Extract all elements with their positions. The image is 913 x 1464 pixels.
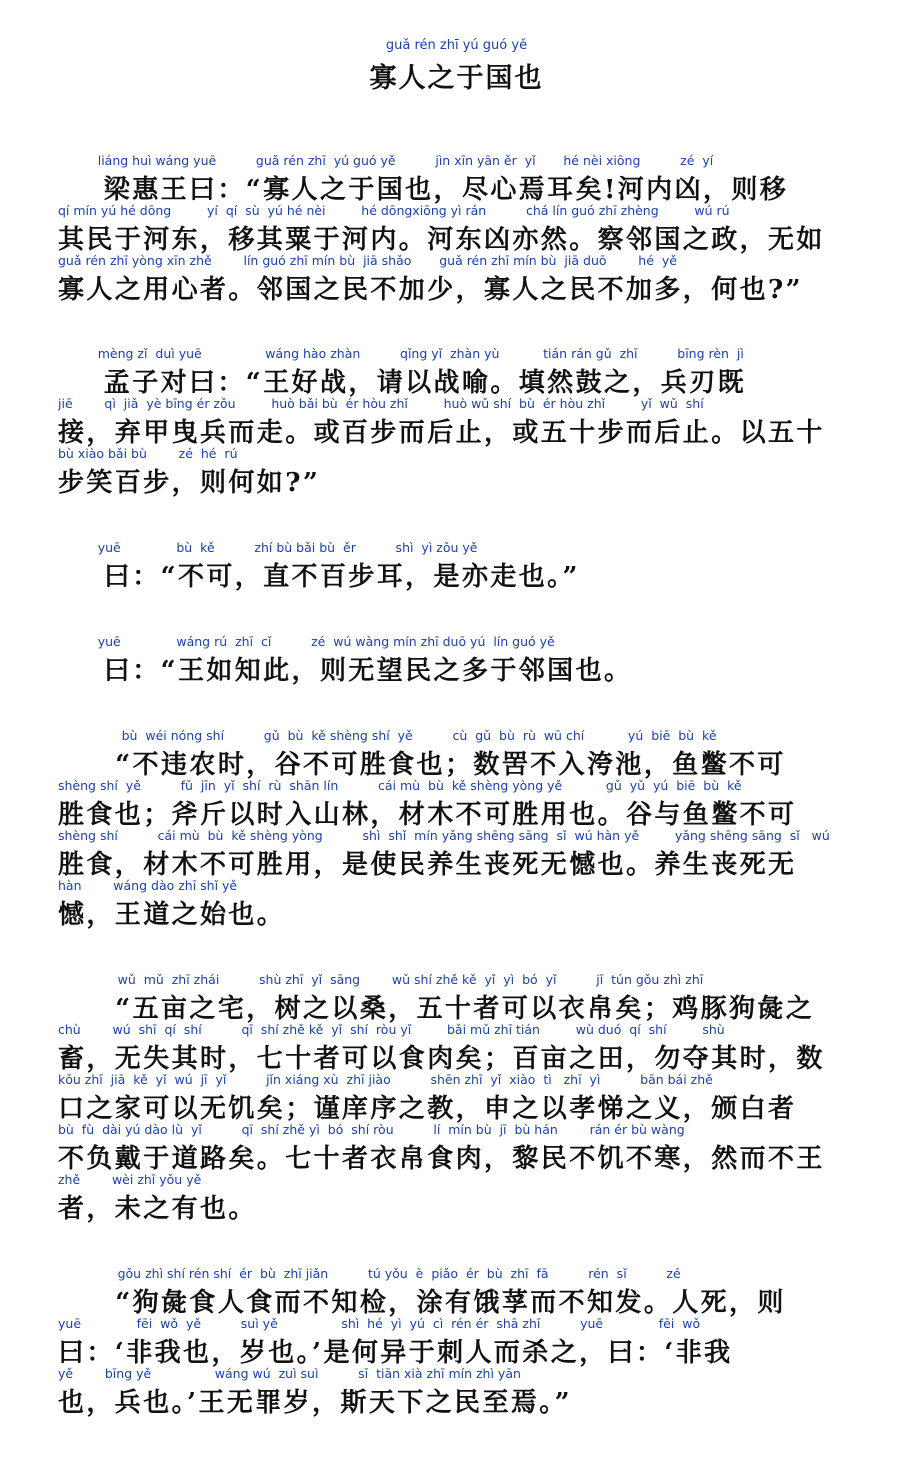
pinyin-row: chù wú shī qí shí qī shí zhě kě yǐ shí ròu yǐ bǎi mǔ zhī tián wù duó qí shí shù — [58, 1022, 725, 1037]
pinyin-row: shèng shí cái mù bù kě shèng yòng shì shǐ mín yǎng shēng sāng sǐ wú hàn yě yǎng shēng sāng sǐ wú — [58, 828, 830, 843]
text-line-10 — [58, 778, 858, 830]
pinyin-row: yě bīng yě wáng wú zuì suì sī tiān xià zhī mín zhì yān — [58, 1366, 521, 1381]
hanzi-row: 者，未之有也。 — [58, 1194, 257, 1224]
hanzi-row: 胜食，材木不可胜用，是使民养生丧死无憾也。养生丧死无 — [58, 850, 797, 880]
hanzi-row: 胜食也；斧斤以时入山林，材木不可胜用也。谷与鱼鳖不可 — [58, 800, 797, 830]
text-line-14 — [58, 1022, 858, 1074]
pinyin-row: zhě wèi zhī yǒu yě — [58, 1172, 202, 1187]
pinyin-row: bù wéi nóng shí gǔ bù kě shèng shí yě cù gǔ bù rù wū chí yú biē bù kě — [58, 728, 717, 743]
hanzi-row: 孟子对曰：“王好战，请以战喻。填然鼓之，兵刃既 — [58, 368, 746, 398]
hanzi-row: 曰：‘非我也，岁也。’是何异于刺人而杀之，曰：‘非我 — [58, 1338, 733, 1368]
text-line-20 — [58, 1366, 858, 1418]
text-line-2 — [58, 203, 858, 255]
pinyin-row: yuē fēi wǒ yě suì yě shì hé yì yú cì rén ér shā zhī yuē fēi wǒ — [58, 1316, 701, 1331]
hanzi-row: 憾，王道之始也。 — [58, 900, 286, 930]
pinyin-row: gǒu zhì shí rén shí ér bù zhī jiǎn tú yǒu è piǎo ér bù zhī fā rén sǐ zé — [58, 1266, 681, 1281]
pinyin-row: kǒu zhī jiā kě yǐ wú jī yǐ jǐn xiáng xù zhī jiào shēn zhī yǐ xiào tì zhī yì bān bái zhě — [58, 1072, 713, 1087]
pinyin-row: yuē bù kě zhí bù bǎi bù ěr shì yì zǒu yě — [58, 540, 478, 555]
hanzi-row: 曰：“王如知此，则无望民之多于邻国也。 — [58, 656, 633, 686]
hanzi-row: 寡人之用心者。邻国之民不加少，寡人之民不加多，何也?” — [58, 275, 803, 305]
text-line-17 — [58, 1172, 858, 1224]
text-line-19 — [58, 1316, 858, 1368]
hanzi-row: 步笑百步，则何如?” — [58, 468, 321, 498]
pinyin-row: guǎ rén zhī yòng xīn zhě lín guó zhī mín bù jiā shǎo guǎ rén zhī mín bù jiā duō hé yě — [58, 253, 677, 268]
pinyin-row: yuē wáng rú zhī cǐ zé wú wàng mín zhī duō yú lín guó yě — [58, 634, 555, 649]
pinyin-row: hàn wáng dào zhī shǐ yě — [58, 878, 238, 893]
text-line-16 — [58, 1122, 858, 1174]
hanzi-row: 接，弃甲曳兵而走。或百步而后止，或五十步而后止。以五十 — [58, 418, 825, 448]
text-line-11 — [58, 828, 858, 880]
hanzi-row: 其民于河东，移其粟于河内。河东凶亦然。察邻国之政，无如 — [58, 225, 825, 255]
hanzi-row: 畜，无失其时，七十者可以食肉矣；百亩之田，勿夺其时，数 — [58, 1044, 825, 1074]
pinyin-row: qí mín yú hé dōng yí qí sù yú hé nèi hé dōngxiōng yì rán chá lín guó zhī zhèng wú rú — [58, 203, 730, 218]
pinyin-row: wǔ mǔ zhī zhái shù zhī yǐ sāng wǔ shí zhě kě yǐ yì bó yǐ jī tún gǒu zhì zhī — [58, 972, 704, 987]
text-line-15 — [58, 1072, 858, 1124]
text-line-18 — [58, 1266, 858, 1318]
pinyin-row: mèng zǐ duì yuē wáng hào zhàn qǐng yǐ zhàn yù tián rán gǔ zhī bīng rèn jì — [58, 346, 744, 361]
hanzi-row: 口之家可以无饥矣；谨庠序之教，申之以孝悌之义，颁白者 — [58, 1094, 797, 1124]
hanzi-row: 梁惠王曰：“寡人之于国也，尽心焉耳矣!河内凶，则移 — [58, 175, 789, 205]
hanzi-row: 曰：“不可，直不百步耳，是亦走也。” — [58, 562, 580, 592]
pinyin-row: jiē qì jiǎ yè bīng ér zǒu huò bǎi bù ér hòu zhǐ huò wǔ shí bù ér hòu zhǐ yǐ wǔ shí — [58, 396, 704, 411]
hanzi-row: “不违农时，谷不可胜食也；数罟不入洿池，鱼鳖不可 — [58, 750, 786, 780]
hanzi-row: 也，兵也。’王无罪岁，斯天下之民至焉。” — [58, 1388, 573, 1418]
page-title: 寡人之于国也 — [369, 63, 544, 94]
text-line-13 — [58, 972, 858, 1024]
text-line-3 — [58, 253, 858, 305]
text-line-4 — [58, 346, 858, 398]
text-line-5 — [58, 396, 858, 448]
pinyin-row: liáng huì wáng yuē guǎ rén zhī yú guó yě jìn xīn yān ěr yǐ hé nèi xiōng zé yí — [58, 153, 714, 168]
text-line-6 — [58, 446, 858, 498]
title-pinyin: guǎ rén zhī yú guó yě — [385, 38, 528, 53]
pinyin-row: bù xiào bǎi bù zé hé rú — [58, 446, 238, 461]
hanzi-row: “狗彘食人食而不知检，涂有饿莩而不知发。人死，则 — [58, 1288, 786, 1318]
hanzi-row: “五亩之宅，树之以桑，五十者可以衣帛矣；鸡豚狗彘之 — [58, 994, 815, 1024]
text-line-12 — [58, 878, 858, 930]
pinyin-row: bù fù dài yú dào lù yǐ qī shí zhě yì bó shí ròu lí mín bù jī bù hán rán ér bù wàng — [58, 1122, 685, 1137]
text-line-9 — [58, 728, 858, 780]
text-line-1 — [58, 153, 858, 205]
text-line-7 — [58, 540, 858, 592]
pinyin-row: shèng shí yě fǔ jīn yǐ shí rù shān lín cái mù bù kě shèng yòng yě gǔ yǔ yú biē bù kě — [58, 778, 742, 793]
text-line-8 — [58, 634, 858, 686]
hanzi-row: 不负戴于道路矣。七十者衣帛食肉，黎民不饥不寒，然而不王 — [58, 1144, 825, 1174]
